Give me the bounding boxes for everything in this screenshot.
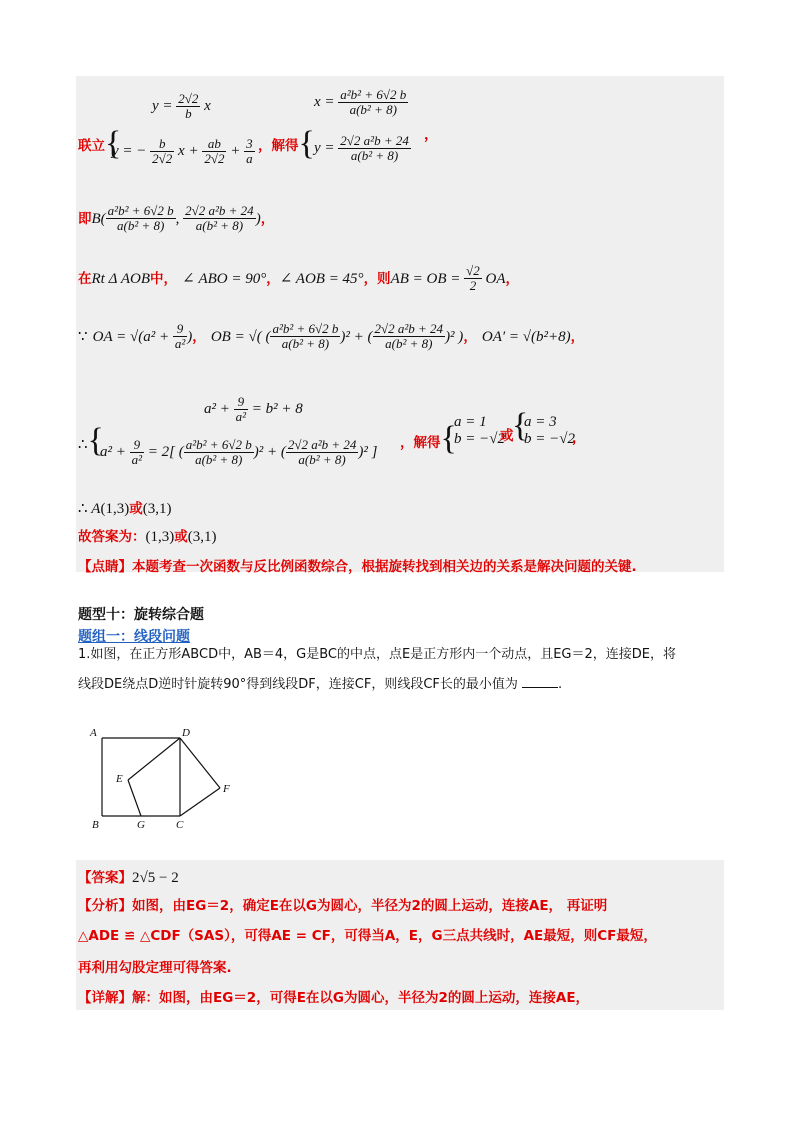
segment-eg xyxy=(128,780,141,816)
huo-label: 或 xyxy=(500,428,514,444)
problem-line-1: 1.如图，在正方形ABCD中，AB＝4，G是BC的中点，点E是正方形内一个动点，且EG＝2，连接DE，将 xyxy=(78,647,676,662)
jie-de-label: 解得 xyxy=(271,138,299,154)
answer-blank xyxy=(522,675,558,688)
rt-triangle-line: 在Rt Δ AOB中， ∠ ABO = 90°，∠ AOB = 45°，则AB = OB = $\frac{√2}{2}$ OA， xyxy=(78,263,520,293)
solution-x: x = $\frac{\text{a²b² + 6√2 b}}{\text{a(b² + 8)}}$ xyxy=(314,87,407,117)
segment-de xyxy=(128,738,180,780)
problem-line-2: 线段DE绕点D逆时针旋转90°得到线段DF，连接CF，则线段CF长的最小值为 . xyxy=(78,677,563,692)
fenxi-line-1: 【分析】如图，由EG＝2，确定E在以G为圆心，半径为2的圆上运动，连接AE， 再证明 xyxy=(78,898,608,914)
dianjing-line: 【点睛】本题考查一次函数与反比例函数综合，根据旋转找到相关边的关系是解决问题的关键. xyxy=(78,559,637,575)
problem-text xyxy=(78,640,728,700)
rt-triangle: Rt Δ AOB xyxy=(91,271,151,287)
angle-aob: ∠ AOB = 45° xyxy=(279,271,364,287)
jie-de-group xyxy=(258,121,315,162)
point-b-line: 即B( $\frac{\text{a²b² + 6√2 b}}{\text{a(b² + 8)}}$ , $\frac{\text{2√2 a²b + 24}}{\text{a(b² + 8)}}$ )， xyxy=(78,203,275,233)
ji-label: 即 xyxy=(78,211,92,227)
label-f: F xyxy=(223,783,230,795)
answer-value: 2√5 − 2 xyxy=(132,870,179,886)
therefore-system: ∴{ xyxy=(78,422,104,459)
label-d: D xyxy=(182,727,190,739)
segment-df xyxy=(180,738,220,788)
because-line: ∵ OA = √(a² + $\frac{9}{\text{a²}}$ )， OB = √( ( $\frac{\text{a²b² + 6√2 b}}{\text{a(b² + 8)}}$ )² + ( $\frac{\text{2√2 a²b + 24}}{\text{a(b² + 8)}}$ )² )， OA′ = √(b²+8)， xyxy=(78,321,585,351)
solution-y: y = $\frac{\text{2√2 a²b + 24}}{\text{a(b² + 8)}}$ xyxy=(314,133,409,163)
label-c: C xyxy=(176,819,184,831)
lian-li-label: 联立 xyxy=(78,138,105,154)
section-title: 题型十：旋转综合题 xyxy=(78,607,204,623)
fenxi-line-2: △ADE ≌ △CDF（SAS），可得AE = CF，可得当A，E，G三点共线时，AE最短，则CF最短， xyxy=(78,928,657,944)
system-eq-1: a² + $\frac{9}{\text{a²}}$ = b² + 8 xyxy=(204,394,303,424)
fenxi-line-3: 再利用勾股定理可得答案. xyxy=(78,960,232,976)
comma-1: ， xyxy=(258,138,272,154)
oa-prime: OA′ = √(b²+8) xyxy=(481,329,571,345)
label-a: A xyxy=(90,727,97,739)
label-e: E xyxy=(116,773,123,785)
left-brace: { xyxy=(105,125,122,162)
a-points-line: ∴ A(1,3)或(3,1) xyxy=(78,501,172,517)
sol2: a = 3 b = −√2 xyxy=(524,414,575,447)
system-eq-2: a² + $\frac{9}{\text{a²}}$ = 2[ ( $\frac{\text{a²b² + 6√2 b}}{\text{a(b² + 8)}}$ )² + ( $\frac{\text{2√2 a²b + 24}}{\text{a(b² + 8)}}$ )² ] xyxy=(100,437,378,467)
angle-abo: ∠ ABO = 90° xyxy=(182,271,267,287)
answer-line: 故答案为：(1,3)或(3,1) xyxy=(78,529,217,545)
comma-2: ， xyxy=(424,127,438,143)
geometry-figure xyxy=(80,720,250,840)
label-g: G xyxy=(137,819,145,831)
right-brace: { xyxy=(298,125,315,162)
equation-1: y = $\frac{2√2}{b}$ x xyxy=(152,91,211,121)
system-solutions: ，解得{ xyxy=(400,420,457,457)
section-subtitle[interactable]: 题组一：线段问题 xyxy=(78,629,190,645)
answer-row: 【答案】2√5 − 2 xyxy=(78,870,179,886)
equation-2: y = − $\frac{b}{2√2}$ x + $\frac{ab}{2√2}$ + $\frac{3}{a}$ xyxy=(112,136,253,166)
xiangjie-line: 【详解】解：如图，由EG＝2，可得E在以G为圆心，半径为2的圆上运动，连接AE， xyxy=(78,990,590,1006)
sol1: a = 1 b = −√2 xyxy=(454,414,505,447)
segment-cf xyxy=(180,788,220,816)
label-b: B xyxy=(92,819,99,831)
